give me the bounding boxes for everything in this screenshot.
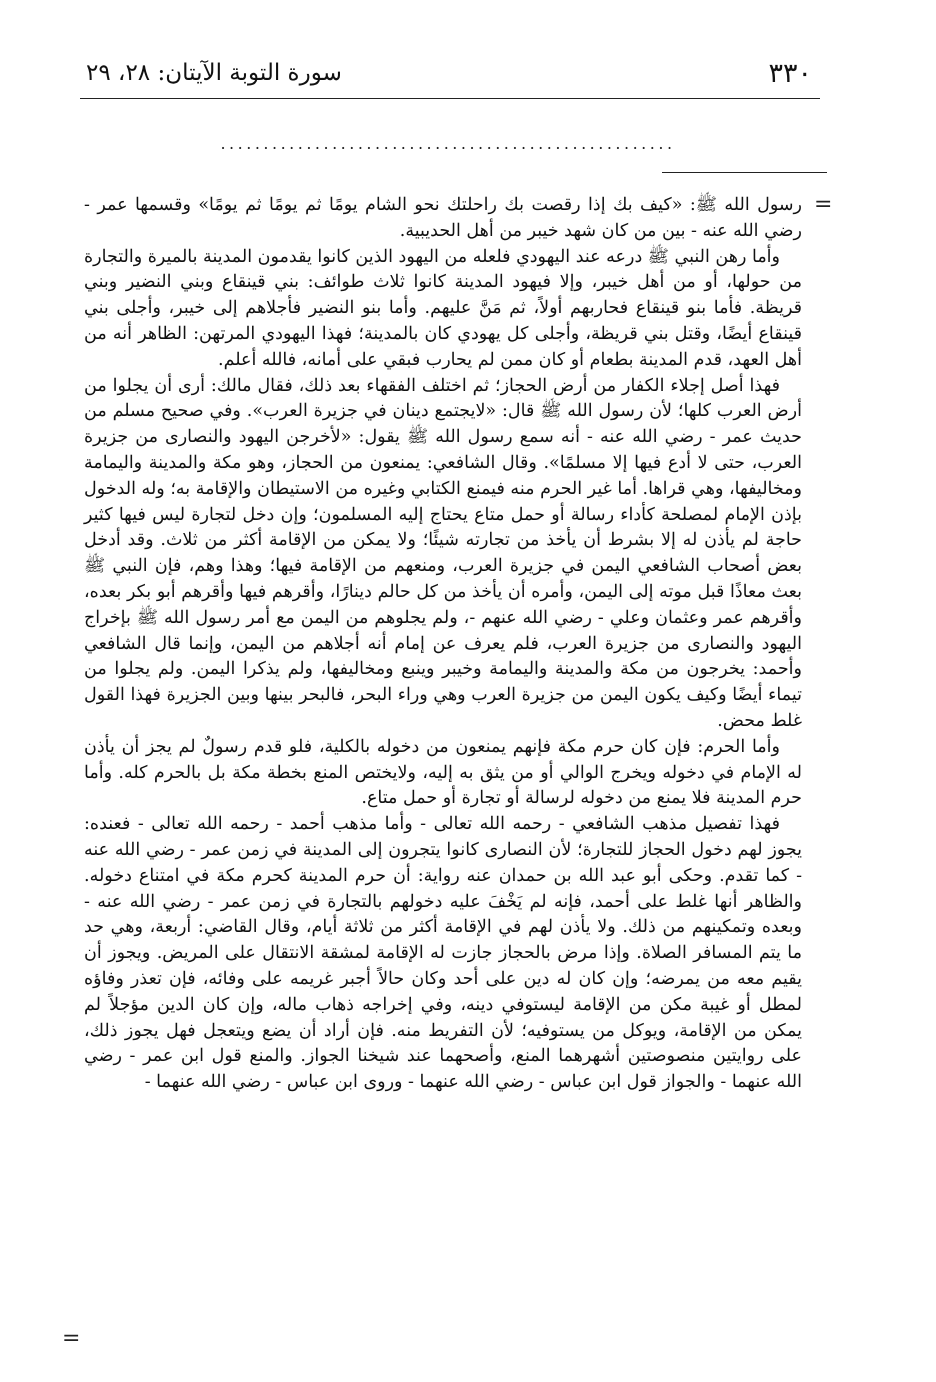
- paragraph: وأما رهن النبي ﷺ درعه عند اليهودي فلعله من اليهود الذين كانوا يقدمون المدينة بالميرة والتجارة من حولها، أو من أهل خيبر، وإلا فيهود المدينة كانوا ثلاث طوائف: بني قينقاع وبني النضير وبني قريظة. فأما بنو قينقاع فحاربهم أولاً، ثم مَنَّ عليهم. وأما بنو النضير فأجلاهم إلى خيبر، وأجلى بني قينقاع أيضًا، وقتل بني قريظة، وأجلى كل يهودي كان بالمدينة؛ فهذا اليهودي المرتهن: الظاهر أنه من أهل العهد، قدم المدينة بطعام أو كان ممن لم يحارب فبقي على أمانه، فالله أعلم.: [84, 246, 802, 370]
- paragraph: فهذا تفصيل مذهب الشافعي - رحمه الله تعالى - وأما مذهب أحمد - رحمه الله تعالى - فعنده: يجوز لهم دخول الحجاز للتجارة؛ لأن النصارى كانوا يتجرون إلى المدينة في زمن عمر - رضي الله عنه - كما تقدم. وحكى أبو عبد الله بن حمدان عنه رواية: أن حرم المدينة كحرم مكة في امتناع دخوله. والظاهر أنها غلط على أحمد، فإنه لم يَخْفَ عليه دخولهم بالتجارة في زمن عمر - رضي الله عنه - وبعده وتمكينهم من ذلك. ولا يأذن لهم في الإقامة أكثر من ثلاثة أيام، وقال القاضي: أربعة، وهي حد ما يتم المسافر الصلاة. وإذا مرض بالحجاز جازت له الإقامة لمشقة الانتقال على المريض. ويجوز أن يقيم معه من يمرضه؛ وإن كان له دين على أحد وكان حالاً أجبر غريمه على وفائه، فإن تعذر وفاؤه لمطل أو غيبة مكن من الإقامة ليستوفي دينه، وفي إخراجه ذهاب ماله، وإن كان الدين مؤجلاً لم يمكن من الإقامة، ويوكل من يستوفيه؛ لأن التفريط منه. فإن أراد أن يضع ويتعجل فهل يجوز ذلك، على روايتين منصوصتين أشهرهما المنع، وأصحهما عند شيخنا الجواز. والمنع قول ابن عمر - رضي الله عنهما - والجواز قول ابن عباس - رضي الله عنهما - وروى ابن عباس - رضي الله عنهما -: [84, 814, 802, 1093]
- page-number: ٣٣٠: [768, 58, 812, 89]
- paragraph: فهذا أصل إجلاء الكفار من أرض الحجاز؛ ثم اختلف الفقهاء بعد ذلك، فقال مالك: أرى أن يجلوا من أرض العرب كلها؛ لأن رسول الله ﷺ قال: «لايجتمع دينان في جزيرة العرب». وفي صحيح مسلم من حديث عمر - رضي الله عنه - أنه سمع رسول الله ﷺ يقول: «لأخرجن اليهود والنصارى من جزيرة العرب، حتى لا أدع فيها إلا مسلمًا». وقال الشافعي: يمنعون من الحجاز، وهو مكة والمدينة واليمامة ومخاليفها، وهي قراها. أما غير الحرم منه فيمنع الكتابي وغيره من الاستيطان والإقامة به؛ وله الدخول بإذن الإمام لمصلحة كأداء رسالة أو حمل متاع يحتاج إليه المسلمون؛ وإن دخل لتجارة ليس فيها كثير حاجة لم يأذن له إلا بشرط أن يأخذ من تجارته شيئًا؛ ولا يمكن من الإقامة أكثر من ثلاث. وقد أدخل بعض أصحاب الشافعي اليمن في جزيرة العرب، ومنعهم من الإقامة فيها؛ وهذا وهم، فإن النبي ﷺ بعث معاذًا قبل موته إلى اليمن، وأمره أن يأخذ من كل حالم دينارًا، وأقرهم فيها وأقرهم أبو بكر بعده، وأقرهم عمر وعثمان وعلي - رضي الله عنهم -، ولم يجلوهم من اليمن مع أمر رسول الله ﷺ بإخراج اليهود والنصارى من جزيرة العرب، فلم يعرف عن إمام أنه أجلاهم من اليمن، وإنما قال الشافعي وأحمد: يخرجون من مكة والمدينة واليمامة وخيبر وينبع ومخاليفها، ولم يذكرا اليمن. ولم يجلوا من تيماء أيضًا وكيف يكون اليمن من جزيرة العرب وهي وراء البحر، فالبحر بينها وبين الجزيرة فهذا القول غلط محض.: [84, 375, 802, 731]
- paragraph: وأما الحرم: فإن كان حرم مكة فإنهم يمنعون من دخوله بالكلية، فلو قدم رسولٌ لم يجز أن يأذن له الإمام في دخوله ويخرج الوالي أو من يثق به إليه، ولايختص المنع بخطة مكة بل بالحرم كله. وأما حرم المدينة فلا يمنع من دخوله لرسالة أو تجارة أو حمل متاع.: [84, 736, 802, 809]
- dotted-separator: .....................................................: [220, 134, 676, 153]
- page-header: [80, 58, 820, 99]
- paragraph: رسول الله ﷺ: «كيف بك إذا رقصت بك راحلتك نحو الشام يومًا ثم يومًا ثم يومًا» وقسمها عمر - رضي الله عنه - بين من كان شهد خيبر من أهل الحديبية.: [84, 195, 802, 241]
- body-text: [84, 193, 802, 1096]
- continuation-marker-top: =: [814, 192, 833, 217]
- continuation-marker-bottom: =: [62, 1326, 81, 1351]
- footnote-rule: [662, 172, 827, 173]
- running-title: سورة التوبة الآيتان: ٢٨، ٢٩: [86, 60, 342, 86]
